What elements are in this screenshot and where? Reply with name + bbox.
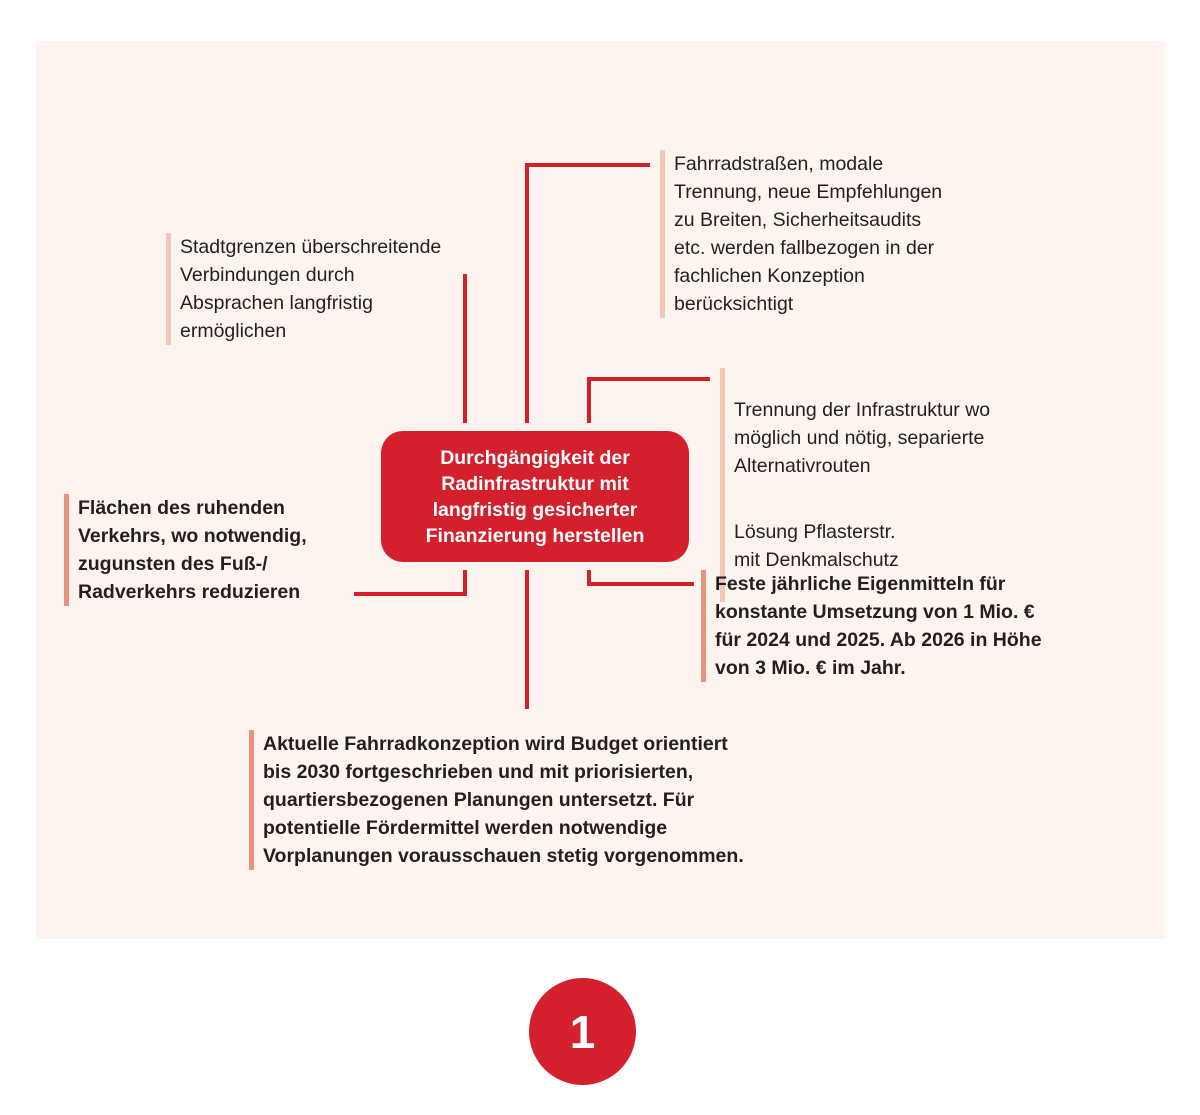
step-number-badge: 1 xyxy=(529,978,636,1085)
note-flaechen: Flächen des ruhenden Verkehrs, wo notwendig, zugunsten des Fuß-/ Radverkehrs reduzieren xyxy=(64,494,368,606)
note-trennung-group xyxy=(720,368,1074,602)
note-trennung: Trennung der Infrastruktur wo möglich und nötig, separierte Alternativrouten xyxy=(734,399,991,477)
note-pflaster: Lösung Pflasterstr. mit Denkmalschutz xyxy=(734,521,899,571)
note-fahrradstrassen: Fahrradstraßen, modale Trennung, neue Empfehlungen zu Breiten, Sicherheitsaudits etc. werden fallbezogen in der fachlichen Konzeption berücksichtigt xyxy=(660,150,1014,318)
note-konzeption: Aktuelle Fahrradkonzeption wird Budget orientiert bis 2030 fortgeschrieben und mit priorisierten, quartiersbezogenen Planungen untersetzt. Für potentielle Fördermittel werden notwendige Vorplanungen vorausschauen stetig vorgenommen. xyxy=(249,730,863,870)
note-eigenmittel: Feste jährliche Eigenmitteln für konstante Umsetzung von 1 Mio. € für 2024 und 2025. Ab 2026 in Höhe von 3 Mio. € im Jahr. xyxy=(701,570,1115,682)
central-goal-node: Durchgängigkeit der Radinfrastruktur mit langfristig gesicherter Finanzierung herstellen xyxy=(381,431,689,562)
note-stadtgrenzen: Stadtgrenzen überschreitende Verbindungen durch Absprachen langfristig ermöglichen xyxy=(166,233,510,345)
